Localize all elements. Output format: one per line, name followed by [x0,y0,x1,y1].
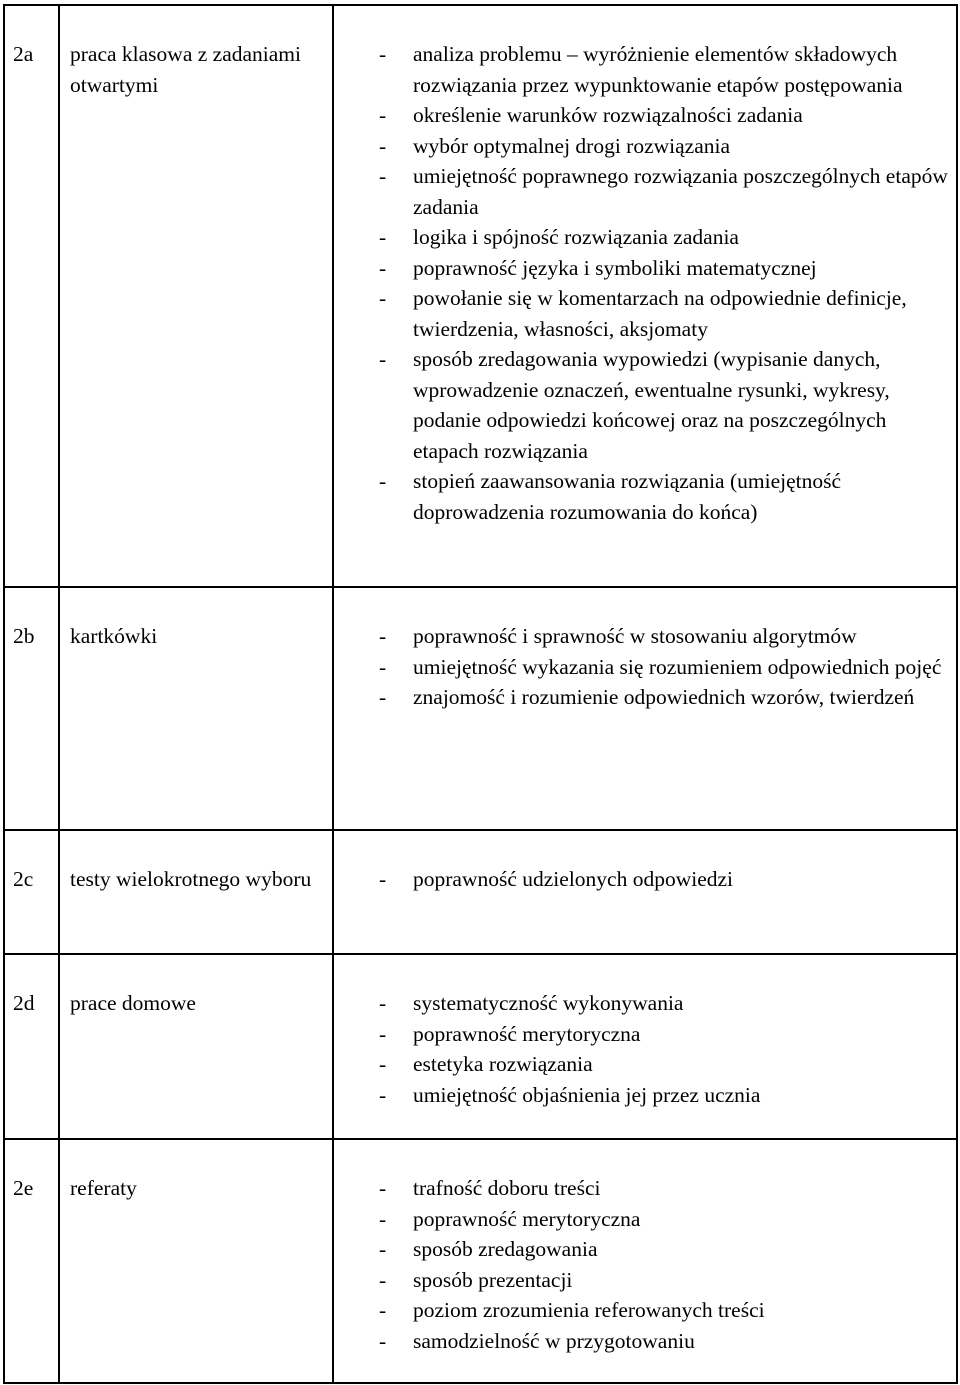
criteria-cell [333,1139,957,1383]
criterion-text: poprawność i sprawność w stosowaniu algorytmów [413,624,857,648]
criterion-text: stopień zaawansowania rozwiązania (umiejętność doprowadzenia rozumowania do końca) [413,469,842,524]
criterion-item [379,864,952,895]
criterion-text: znajomość i rozumienie odpowiednich wzorów, twierdzeń [413,685,915,709]
dash-marker: - [379,347,387,371]
dash-marker: - [379,624,387,648]
dash-marker: - [379,1082,387,1107]
criterion-text: określenie warunków rozwiązalności zadania [413,103,803,127]
dash-marker: - [379,1328,387,1353]
criterion-text: poziom zrozumienia referowanych treści [413,1298,765,1322]
row-id-cell: 2d [4,954,59,1139]
criterion-item [379,466,952,527]
row-id-cell: 2a [4,5,59,587]
criterion-item [379,652,952,683]
criterion-text: sposób zredagowania [413,1237,598,1261]
criterion-item [379,1234,952,1265]
criteria-cell [333,954,957,1139]
criterion-item [379,1265,952,1296]
criterion-item [379,1204,952,1235]
criterion-text: poprawność merytoryczna [413,1021,641,1046]
table-body [4,5,957,1383]
dash-marker: - [379,164,387,188]
criterion-item [379,253,952,284]
row-id-cell: 2e [4,1139,59,1383]
criterion-item [379,39,952,100]
row-id-cell: 2c [4,830,59,954]
criterion-item [379,283,952,344]
criterion-text: umiejętność wykazania się rozumieniem odpowiednich pojęć [413,654,942,679]
dash-marker: - [379,225,387,249]
assessment-form-cell: praca klasowa z zadaniami otwartymi [59,5,333,587]
dash-marker: - [379,286,387,310]
criterion-text: sposób prezentacji [413,1267,573,1292]
criterion-text: wybór optymalnej drogi rozwiązania [413,133,731,158]
criterion-text: analiza problemu – wyróżnienie elementów składowych rozwiązania przez wypunktowanie etapów postępowania [413,42,903,97]
criterion-text: poprawność merytoryczna [413,1206,641,1231]
row-id-cell: 2b [4,587,59,830]
criterion-text: umiejętność objaśnienia jej przez ucznia [413,1082,761,1107]
dash-marker: - [379,255,387,280]
criterion-text: umiejętność poprawnego rozwiązania poszczególnych etapów zadania [413,164,948,219]
criterion-item [379,1295,952,1326]
assessment-form-cell: kartkówki [59,587,333,830]
criterion-item [379,131,952,162]
assessment-form-cell: testy wielokrotnego wyboru [59,830,333,954]
criterion-item [379,1173,952,1204]
dash-marker: - [379,685,387,709]
dash-marker: - [379,654,387,679]
criteria-cell [333,5,957,587]
criteria-cell [333,830,957,954]
dash-marker: - [379,1052,387,1076]
criterion-text: powołanie się w komentarzach na odpowiednie definicje, twierdzenia, własności, aksjomaty [413,286,907,341]
assessment-form-cell: prace domowe [59,954,333,1139]
criterion-item [379,682,952,713]
table-row [4,587,957,830]
criterion-text: trafność doboru treści [413,1176,601,1200]
dash-marker: - [379,1267,387,1292]
dash-marker: - [379,1206,387,1231]
criterion-item [379,161,952,222]
criterion-item [379,988,952,1019]
criterion-text: poprawność języka i symboliki matematycznej [413,255,817,280]
dash-marker: - [379,991,387,1015]
dash-marker: - [379,42,387,66]
criterion-text: sposób zredagowania wypowiedzi (wypisanie danych, wprowadzenie oznaczeń, ewentualne rysunki, wykresy, podanie odpowiedzi końcowej oraz na poszczególnych etapach rozwiązania [413,347,890,463]
table-row [4,954,957,1139]
criterion-text: logika i spójność rozwiązania zadania [413,225,739,249]
criterion-item [379,1049,952,1080]
criterion-text: samodzielność w przygotowaniu [413,1328,695,1353]
criterion-item [379,621,952,652]
table-row [4,1139,957,1383]
dash-marker: - [379,1021,387,1046]
criterion-item [379,1019,952,1050]
dash-marker: - [379,1176,387,1200]
criteria-list [379,1173,952,1356]
dash-marker: - [379,867,387,891]
assessment-criteria-table [3,4,958,1384]
criteria-list [379,39,952,527]
dash-marker: - [379,469,387,493]
criterion-text: estetyka rozwiązania [413,1052,593,1076]
assessment-form-cell: referaty [59,1139,333,1383]
dash-marker: - [379,133,387,158]
criterion-text: systematyczność wykonywania [413,991,684,1015]
criteria-list [379,864,952,895]
dash-marker: - [379,1298,387,1322]
criteria-cell [333,587,957,830]
table-row [4,5,957,587]
criterion-item [379,1326,952,1357]
criterion-item [379,1080,952,1111]
dash-marker: - [379,103,387,127]
criterion-item [379,222,952,253]
dash-marker: - [379,1237,387,1261]
criterion-text: poprawność udzielonych odpowiedzi [413,867,734,891]
criteria-list [379,988,952,1110]
criteria-list [379,621,952,713]
criterion-item [379,344,952,466]
criterion-item [379,100,952,131]
table-row [4,830,957,954]
